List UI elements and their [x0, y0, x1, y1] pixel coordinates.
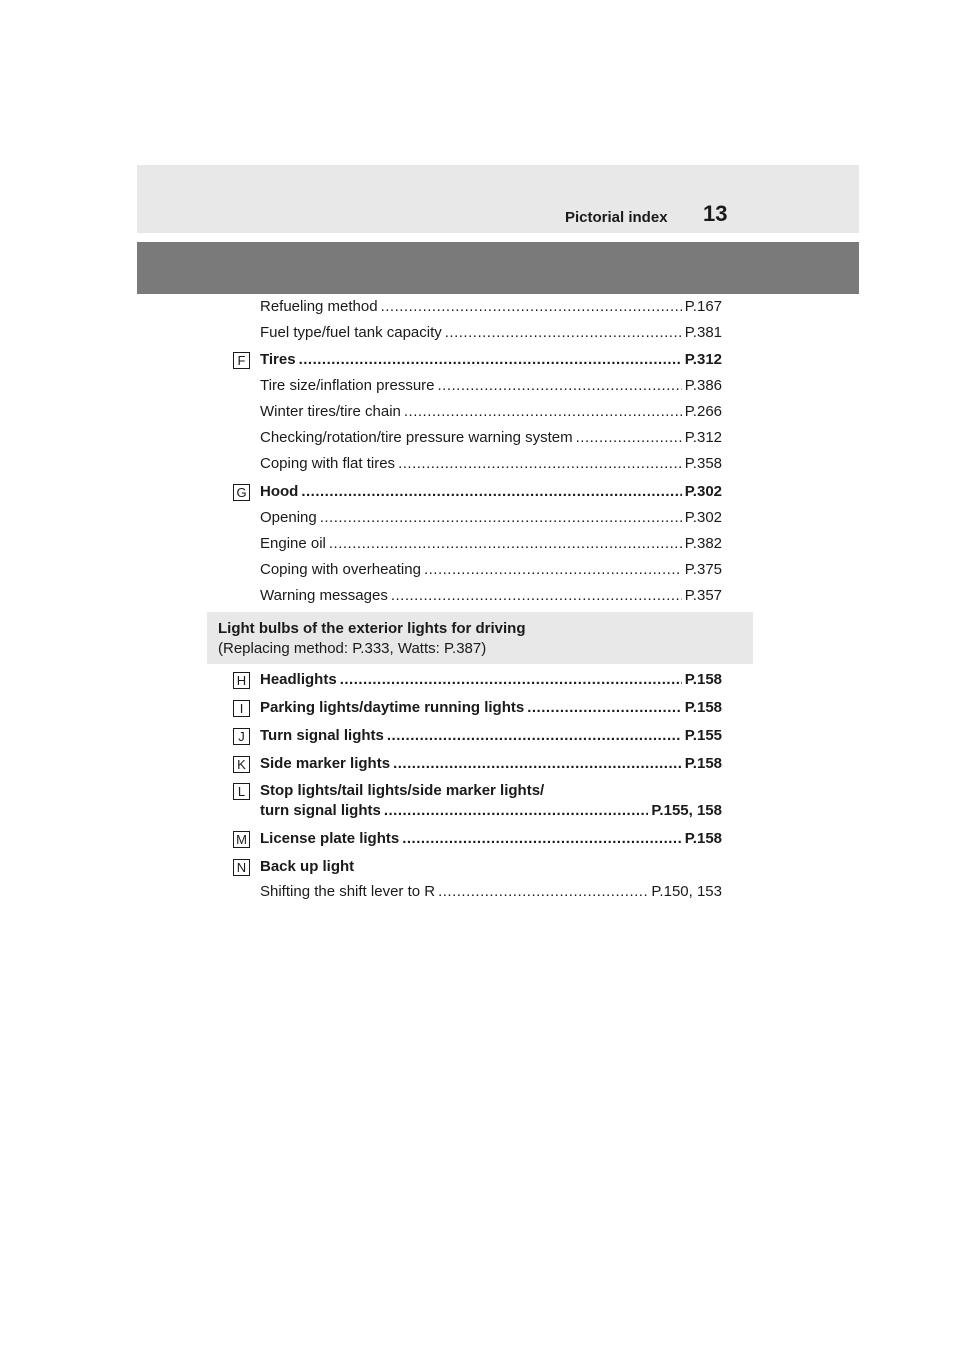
index-entry-tire-size[interactable]: Tire size/inflation pressure ..... P.386 [230, 376, 722, 396]
index-entry-warning-messages[interactable]: Warning messages ..... P.357 [230, 586, 722, 606]
callout-marker-j: J [233, 728, 250, 745]
callout-marker-k: K [233, 756, 250, 773]
index-entry-checking-rotation[interactable]: Checking/rotation/tire pressure warning system ..... P.312 [230, 428, 722, 448]
index-entry-coping-overheating[interactable]: Coping with overheating ..... P.375 [230, 560, 722, 580]
index-entry-opening[interactable]: Opening ..... P.302 [230, 508, 722, 528]
light-bulbs-title: Light bulbs of the exterior lights for driving [218, 620, 526, 637]
header-dark-band [137, 242, 859, 294]
callout-marker-h: H [233, 672, 250, 689]
index-entry-shifting[interactable]: Shifting the shift lever to R ..... P.150, 153 [230, 882, 722, 902]
header-band [137, 165, 859, 233]
page-number: 13 [703, 201, 728, 226]
index-entry-back-up: Back up light [260, 858, 355, 875]
index-entry-tires[interactable]: Tires ..... P.312 [230, 350, 722, 370]
index-entry-side-marker[interactable]: Side marker lights ..... P.158 [230, 754, 722, 774]
index-entry-stop-lights-line2[interactable]: turn signal lights ..... P.155, 158 [230, 801, 722, 821]
section-title: Pictorial index [565, 209, 668, 226]
index-entry-license-plate[interactable]: License plate lights ..... P.158 [230, 829, 722, 849]
callout-marker-l: L [233, 783, 250, 800]
index-entry-turn-signal[interactable]: Turn signal lights ..... P.155 [230, 726, 722, 746]
index-entry-hood[interactable]: Hood ..... P.302 [230, 482, 722, 502]
index-entry-stop-lights-line1: Stop lights/tail lights/side marker lights/ [260, 782, 545, 799]
index-entry-parking-lights[interactable]: Parking lights/daytime running lights ..... P.158 [230, 698, 722, 718]
callout-marker-f: F [233, 352, 250, 369]
index-entry-headlights[interactable]: Headlights ..... P.158 [230, 670, 722, 690]
index-entry-engine-oil[interactable]: Engine oil ..... P.382 [230, 534, 722, 554]
index-entry-fuel-type[interactable]: Fuel type/fuel tank capacity ..... P.381 [230, 323, 722, 343]
index-entry-winter-tires[interactable]: Winter tires/tire chain ..... P.266 [230, 402, 722, 422]
light-bulbs-box [207, 612, 753, 664]
light-bulbs-subtitle: (Replacing method: P.333, Watts: P.387) [218, 640, 487, 657]
callout-marker-g: G [233, 484, 250, 501]
index-entry-refueling-method[interactable]: Refueling method ..... P.167 [230, 297, 722, 317]
callout-marker-i: I [233, 700, 250, 717]
callout-marker-n: N [233, 859, 250, 876]
index-entry-coping-flat[interactable]: Coping with flat tires ..... P.358 [230, 454, 722, 474]
callout-marker-m: M [233, 831, 250, 848]
